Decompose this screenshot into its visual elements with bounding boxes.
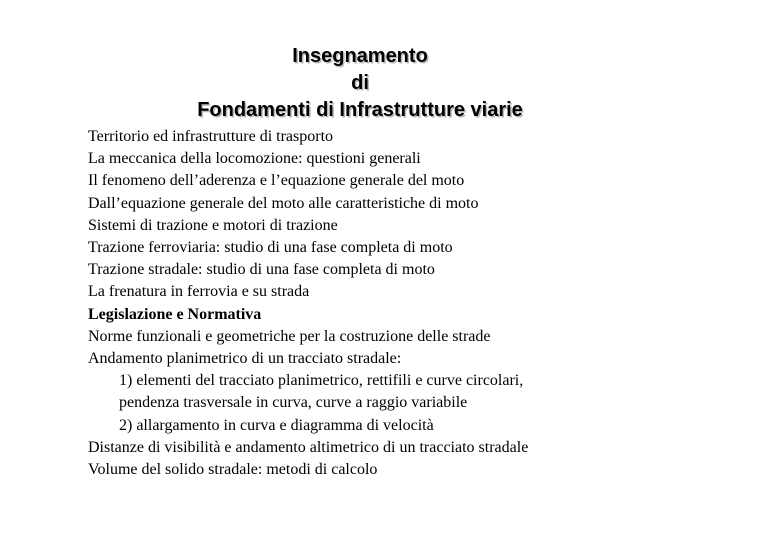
topic-line: La meccanica della locomozione: questioni generali [88, 150, 421, 168]
topic-line: Il fenomeno dell’aderenza e l’equazione generale del moto [88, 172, 465, 190]
topic-line: Distanze di visibilità e andamento altimetrico di un tracciato stradale [88, 438, 529, 456]
topic-line: Trazione stradale: studio di una fase completa di moto [88, 261, 435, 279]
topic-line: Sistemi di trazione e motori di trazione [88, 216, 338, 234]
title-line-3: Fondamenti di Infrastrutture viarie [197, 99, 523, 121]
topic-line: Volume del solido stradale: metodi di calcolo [88, 461, 378, 479]
topic-line: Territorio ed infrastrutture di trasporto [88, 128, 334, 145]
topic-line: Andamento planimetrico di un tracciato stradale: [88, 350, 402, 368]
topic-line: La frenatura in ferrovia e su strada [88, 283, 310, 301]
topic-line: Dall’equazione generale del moto alle caratteristiche di moto [88, 194, 479, 212]
topic-subline: 1) elementi del tracciato planimetrico, rettifili e curve circolari, [119, 372, 524, 390]
topic-subline: 2) allargamento in curva e diagramma di velocità [119, 416, 434, 434]
topic-subline: pendenza trasversale in curva, curve a raggio variabile [119, 394, 468, 412]
topic-line: Trazione ferroviaria: studio di una fase completa di moto [88, 239, 453, 257]
section-heading: Legislazione e Normativa [88, 305, 262, 323]
title-line-1: Insegnamento [292, 45, 428, 67]
topic-line: Norme funzionali e geometriche per la costruzione delle strade [88, 327, 491, 345]
title-line-2: di [351, 72, 369, 94]
topic-list [88, 126, 748, 481]
slide-title [0, 43, 720, 124]
